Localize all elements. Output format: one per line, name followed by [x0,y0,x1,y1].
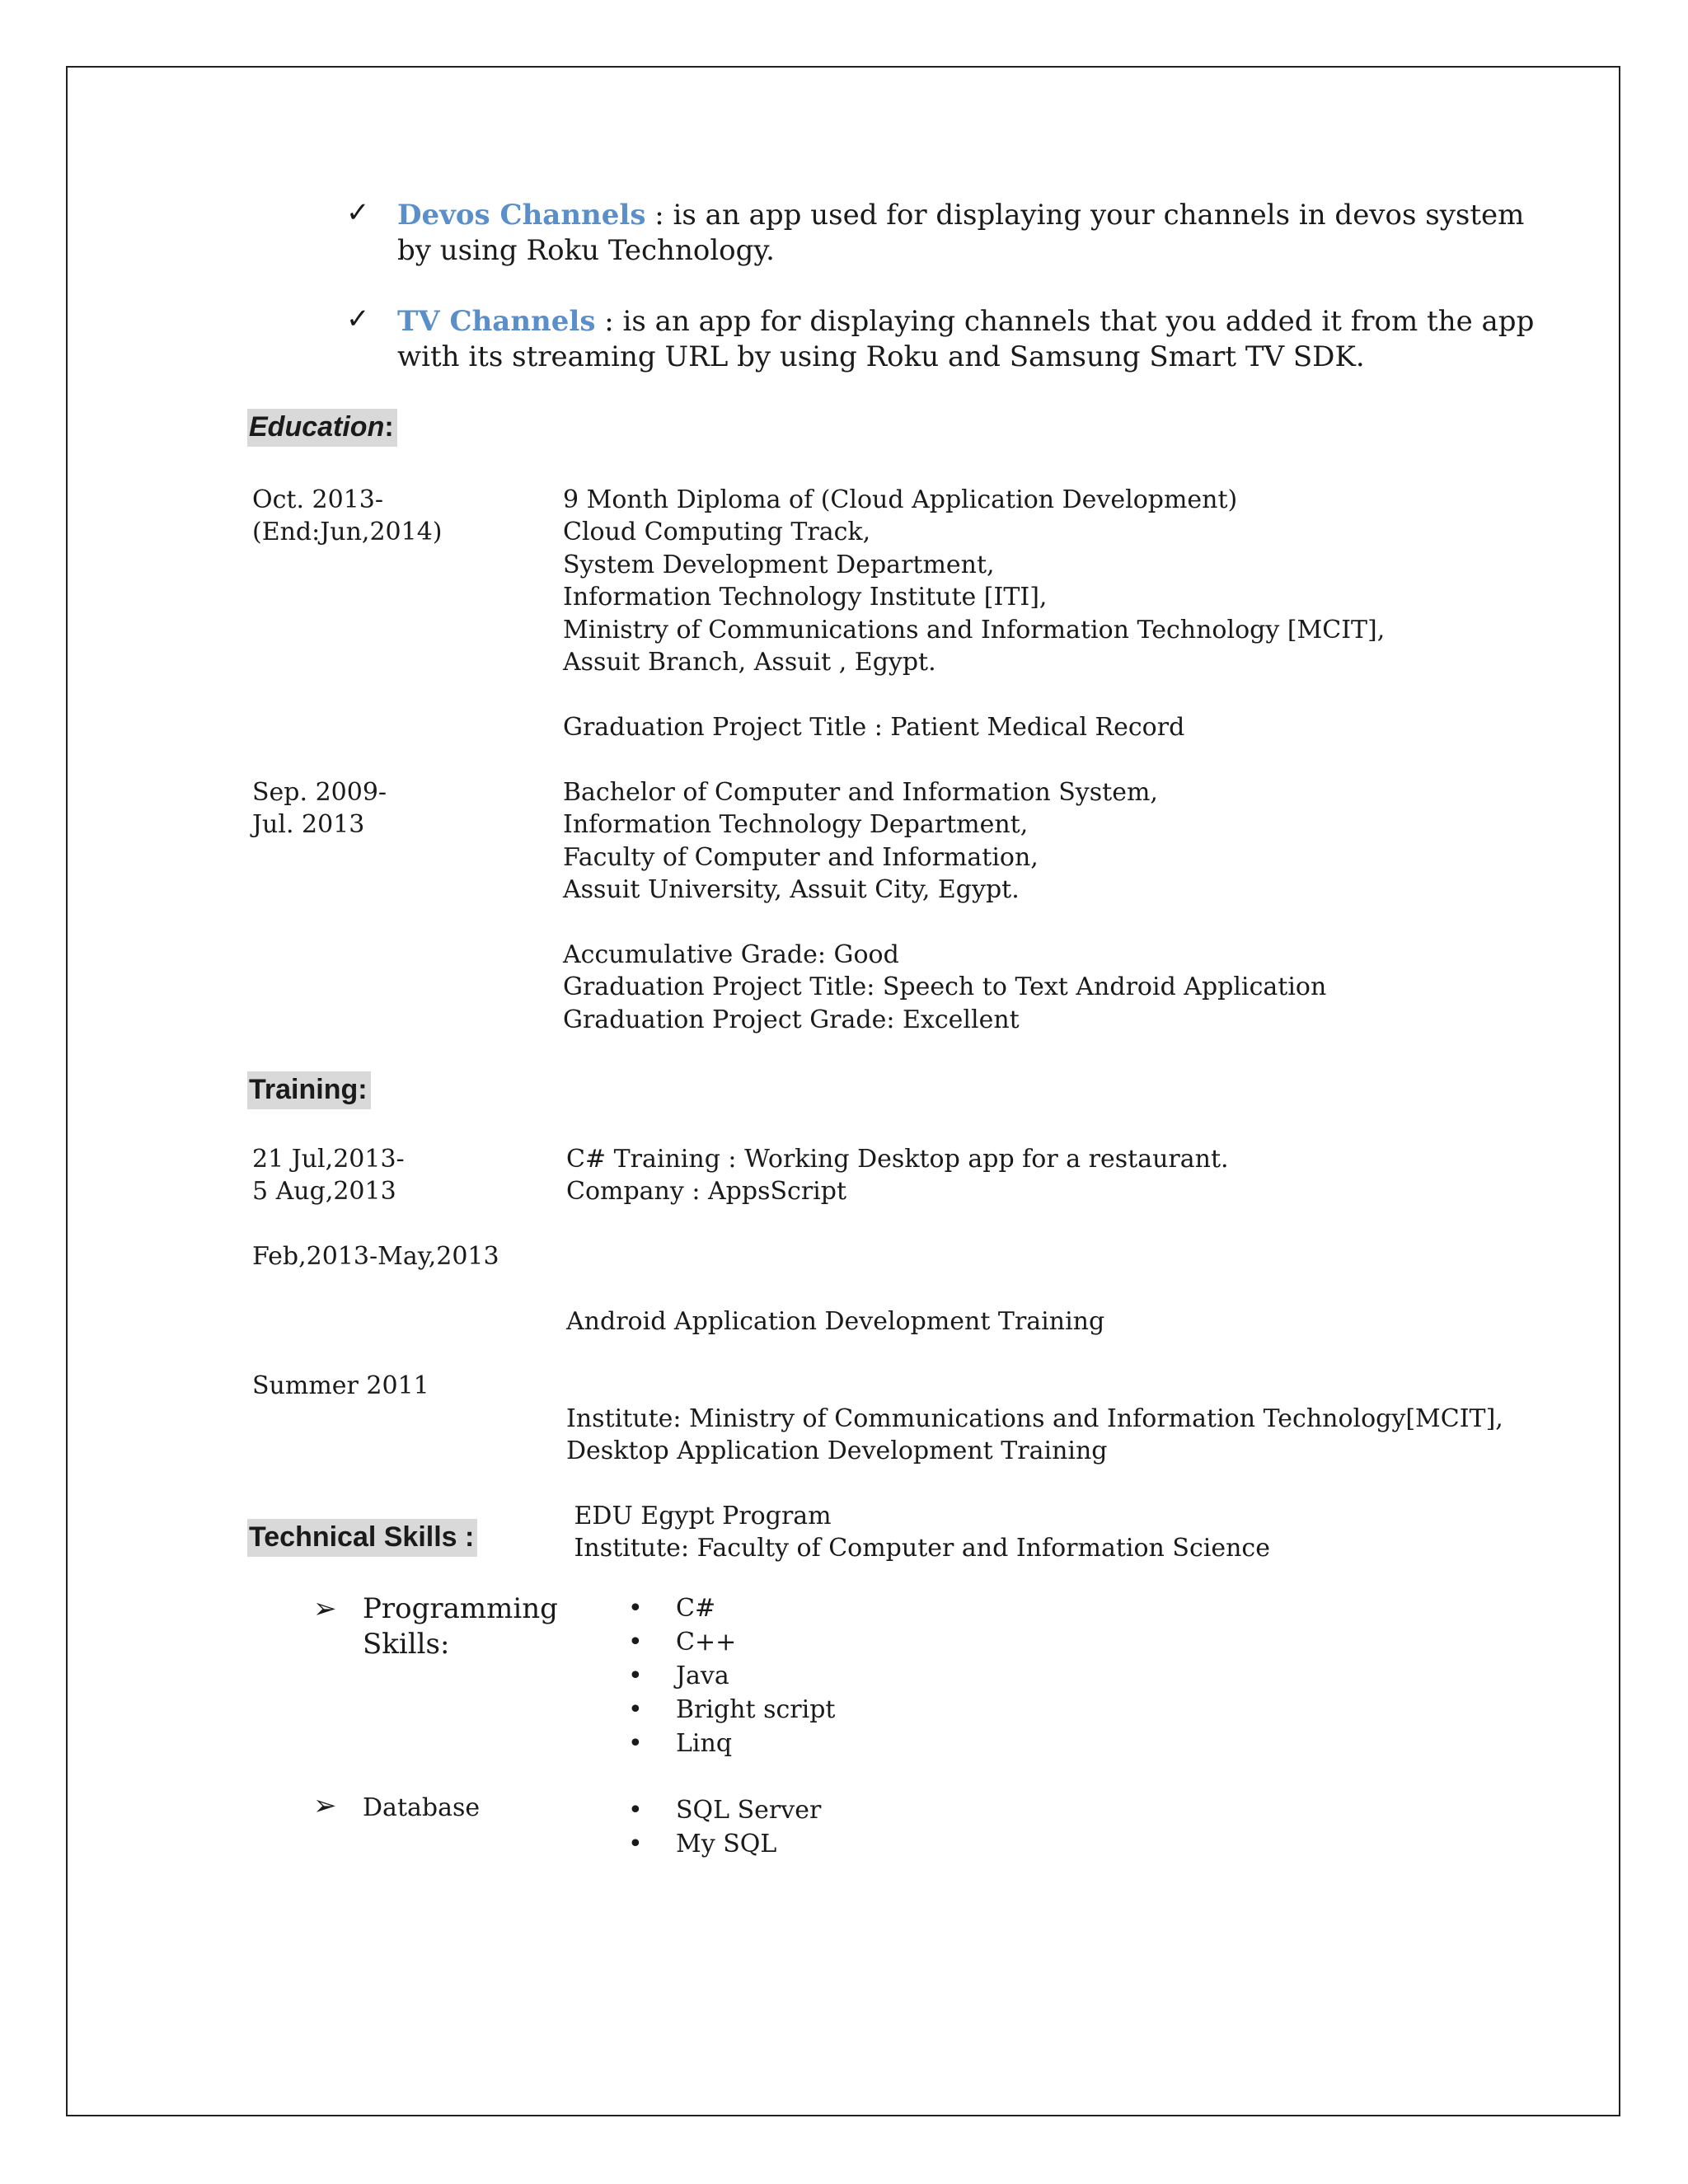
bullet-icon: • [628,1594,643,1623]
training-date: 21 Jul,2013- 5 Aug,2013 [252,1145,405,1207]
training-heading: Training: [247,1071,371,1109]
list-item: • Java [676,1659,836,1693]
education-heading: Education: [247,409,397,447]
project-desc: : is an app used for displaying your channels in devos system [645,199,1525,232]
bullet-icon: • [628,1695,643,1724]
education-details: Bachelor of Computer and Information System, Information Technology Department, Faculty of Computer and Information, Assuit University, Assuit City, Egypt. Accumulative Grade: Good Graduation Project Title: Speech to Text Android Application Graduation Project Grade: Excellent [563,778,1327,1034]
project-tv-channels [397,304,1534,375]
project-desc: : is an app for displaying channels that you added it from the app [595,305,1535,338]
training-details: Android Application Development Training Institute: Ministry of Communications and Information Technology[MCIT], EDU Egypt Program [566,1306,1503,1531]
list-item: • C# [676,1591,836,1625]
list-item: • My SQL [676,1827,821,1861]
training-details: C# Training : Working Desktop app for a restaurant. Company : AppsScript [566,1145,1229,1207]
training-date: Feb,2013-May,2013 [252,1242,499,1271]
bullet-icon: • [628,1628,643,1657]
skill-category-label: Programming Skills: [363,1592,558,1661]
education-date: Oct. 2013- (End:Jun,2014) [252,485,443,547]
bullet-icon: • [628,1729,643,1758]
project-desc-cont: by using Roku Technology. [397,234,775,267]
project-devos-channels [397,198,1524,269]
list-item: • SQL Server [676,1793,821,1827]
education-date: Sep. 2009- Jul. 2013 [252,778,387,840]
skill-list [628,1591,836,1760]
project-name: Devos Channels [397,199,646,232]
checkmark-icon: ✓ [346,196,370,229]
list-item: • Bright script [676,1693,836,1727]
skill-category-label: Database [363,1793,481,1822]
project-name: TV Channels [397,305,596,338]
education-details: 9 Month Diploma of (Cloud Application Development) Cloud Computing Track, System Development Department, Information Technology Institute [ITI], Ministry of Communications and Information Technology [MCIT], Assuit Branch, Assuit , Egypt. Graduation Project Title : Patient Medical Record [563,485,1386,742]
bullet-icon: • [628,1830,643,1858]
arrow-bullet-icon: ➢ [313,1789,337,1822]
training-date: Summer 2011 [252,1371,429,1400]
skill-list [628,1793,822,1861]
list-item: • C++ [676,1625,836,1659]
bullet-icon: • [628,1796,643,1825]
arrow-bullet-icon: ➢ [313,1592,337,1625]
list-item: • Linq [676,1727,836,1760]
checkmark-icon: ✓ [346,302,370,335]
bullet-icon: • [628,1661,643,1690]
training-details: Desktop Application Development Training Institute: Faculty of Computer and Information Science [566,1436,1270,1563]
technical-skills-heading: Technical Skills : [247,1519,477,1557]
project-desc-cont: with its streaming URL by using Roku and Samsung Smart TV SDK. [397,340,1365,373]
